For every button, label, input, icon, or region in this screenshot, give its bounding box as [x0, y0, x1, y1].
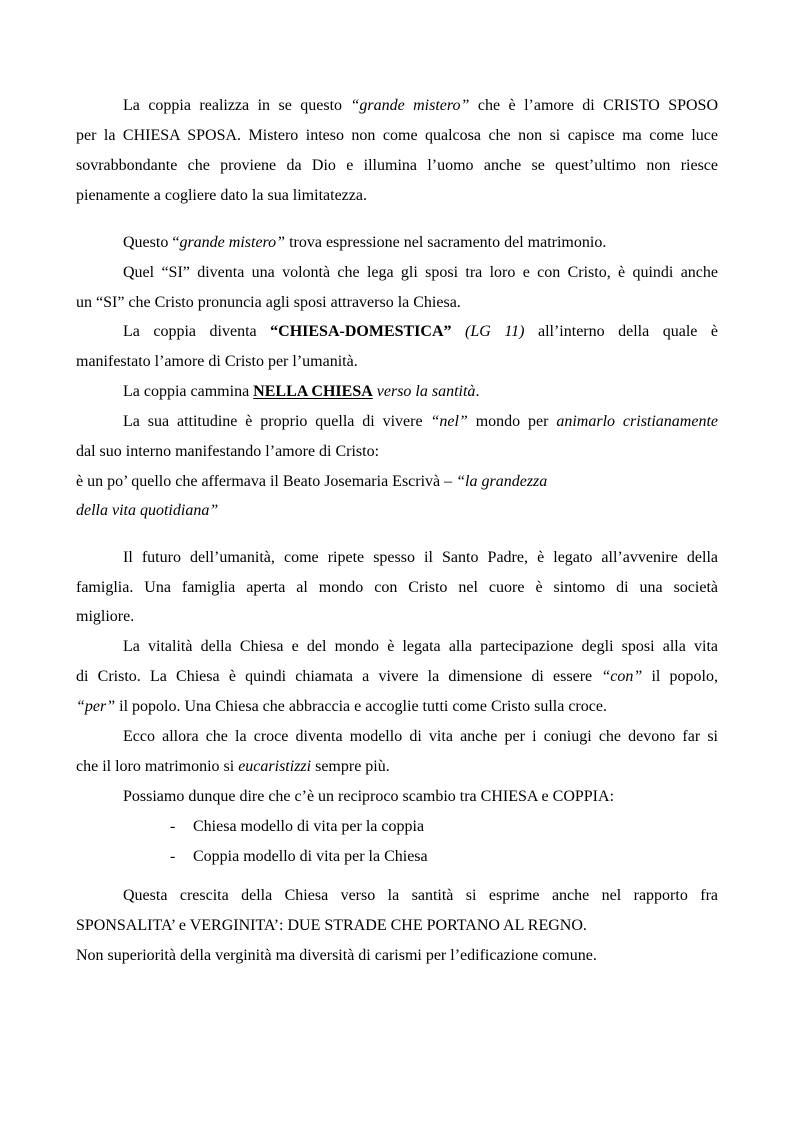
p1-line-1: La coppia realizza in se questo “grande mistero” che è l’amore di CRISTO SPOSO [123, 97, 719, 114]
p2-line-3: un “SI” che Cristo pronuncia agli sposi attraverso la Chiesa. [76, 294, 461, 311]
bullet-item-1: Chiesa modello di vita per la coppia [193, 818, 425, 835]
p2-line-4: La coppia diventa “CHIESA-DOMESTICA” (LG 11) all’interno della quale è [123, 323, 719, 340]
p3-line-4: La vitalità della Chiesa e del mondo è legata alla partecipazione degli sposi alla vita [123, 638, 718, 655]
p3-line-6: “per” il popolo. Una Chiesa che abbraccia e accoglie tutti come Cristo sulla croce. [76, 698, 607, 715]
bullet-dash-1: - [170, 818, 176, 835]
p3-line-9: Possiamo dunque dire che c’è un reciproco scambio tra CHIESA e COPPIA: [123, 788, 615, 805]
p2-line-8: dal suo interno manifestando l’amore di Cristo: [76, 443, 380, 460]
p2-line-6: La coppia cammina NELLA CHIESA verso la santità. [123, 383, 480, 400]
p1-line-2: per la CHIESA SPOSA. Mistero inteso non come qualcosa che non si capisce ma come luce [76, 127, 718, 144]
p2-line-7: La sua attitudine è proprio quella di vivere “nel” mondo per animarlo cristianamente [123, 413, 719, 430]
p3-line-3: migliore. [76, 608, 135, 625]
p3-line-2: famiglia. Una famiglia aperta al mondo con Cristo nel cuore è sintomo di una società [76, 579, 718, 596]
bullet-dash-2: - [170, 848, 176, 865]
p3-line-5: di Cristo. La Chiesa è quindi chiamata a vivere la dimensione di essere “con” il popolo, [76, 668, 719, 685]
p2-line-5: manifestato l’amore di Cristo per l’umanità. [76, 353, 358, 370]
bullet-item-2: Coppia modello di vita per la Chiesa [193, 848, 428, 865]
p3-line-7: Ecco allora che la croce diventa modello di vita anche per i coniugi che devono far si [123, 728, 718, 745]
p4-line-3: Non superiorità della verginità ma diversità di carismi per l’edificazione comune. [76, 947, 597, 964]
p3-line-1: Il futuro dell’umanità, come ripete spesso il Santo Padre, è legato all’avvenire della [123, 549, 718, 566]
p4-line-1: Questa crescita della Chiesa verso la santità si esprime anche nel rapporto fra [123, 887, 718, 904]
p2-line-9: è un po’ quello che affermava il Beato Josemaria Escrivà – “la grandezza [76, 473, 548, 490]
p2-line-10: della vita quotidiana” [76, 502, 219, 519]
p3-line-8: che il loro matrimonio si eucaristizzi sempre più. [76, 758, 390, 775]
p2-line-1: Questo “grande mistero” trova espressione nel sacramento del matrimonio. [123, 234, 607, 251]
p1-line-4: pienamente a cogliere dato la sua limitatezza. [76, 187, 367, 204]
p2-line-2: Quel “SI” diventa una volontà che lega gli sposi tra loro e con Cristo, è quindi anche [123, 264, 718, 281]
p4-line-2: SPONSALITA’ e VERGINITA’: DUE STRADE CHE PORTANO AL REGNO. [76, 917, 587, 934]
p1-line-3: sovrabbondante che proviene da Dio e illumina l’uomo anche se quest’ultimo non riesce [76, 157, 718, 174]
